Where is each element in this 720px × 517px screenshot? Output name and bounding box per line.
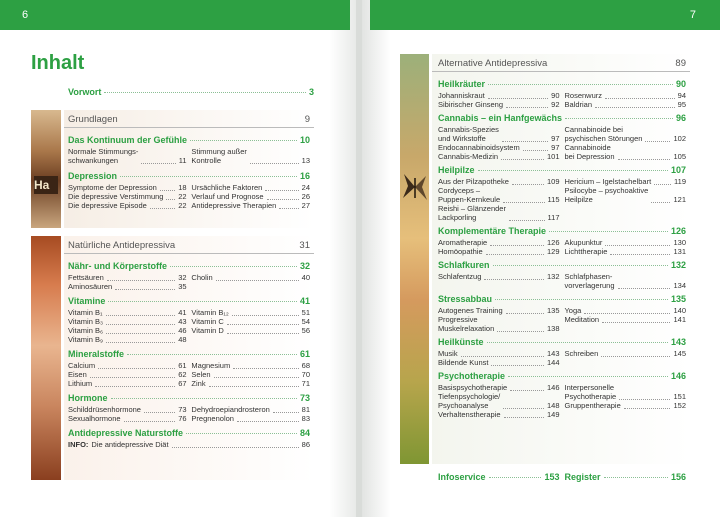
section-page: 31	[299, 240, 310, 251]
toc-entry[interactable]: Aromatherapie 126	[438, 238, 560, 247]
toc-entry[interactable]: Symptome der Depression 18	[68, 183, 187, 192]
butterfly-icon	[402, 170, 428, 204]
toc-info-entry[interactable]	[68, 440, 310, 449]
toc-infoservice[interactable]: Infoservice 153	[438, 472, 560, 482]
section-name: Alternative Antidepressiva	[438, 58, 548, 69]
toc-entry[interactable]: Bildende Kunst 144	[438, 358, 560, 367]
toc-entry[interactable]: Pregnenolon 83	[191, 414, 310, 423]
topic-page: 32	[299, 261, 310, 271]
toc-entry[interactable]: Vitamin D 56	[191, 326, 310, 335]
toc-entry[interactable]: Eisen 62	[68, 370, 187, 379]
toc-entry[interactable]: Vitamin C 54	[191, 317, 310, 326]
toc-entry[interactable]: Calcium 61	[68, 361, 187, 370]
toc-entry[interactable]: Yoga 140	[564, 306, 686, 315]
toc-section-alternative-antidepressiva	[432, 54, 690, 464]
photo-woman	[31, 236, 61, 480]
topic-title: Das Kontinuum der Gefühle	[68, 135, 188, 145]
toc-section-grundlagen	[64, 110, 314, 228]
right-page-number: 7	[689, 9, 696, 21]
toc-topic[interactable]	[68, 171, 310, 181]
toc-entry[interactable]: Vitamin B₁ 41	[68, 308, 187, 317]
right-header-bar	[370, 0, 720, 30]
info-title: Die antidepressive Diät	[91, 440, 169, 449]
toc-entry[interactable]: Vitamin B₉ 48	[68, 335, 187, 344]
right-page	[362, 0, 720, 517]
left-page	[0, 0, 358, 517]
topic-page: 10	[299, 135, 310, 145]
toc-entry[interactable]: Progressive Muskelrelaxation 138	[438, 315, 560, 333]
toc-entry[interactable]: Sibirischer Ginseng 92	[438, 100, 560, 109]
toc-entry[interactable]: Antidepressive Therapien 27	[191, 201, 310, 210]
toc-entry[interactable]: Cordyceps – Puppen-Kernkeule 115	[438, 186, 560, 204]
topic-title: Depression	[68, 171, 118, 181]
section-header	[64, 110, 314, 128]
toc-topic[interactable]: Komplementäre Therapie 126	[438, 226, 686, 236]
toc-entry[interactable]: Magnesium 68	[191, 361, 310, 370]
toc-entry[interactable]: Basispsychotherapie 146	[438, 383, 560, 392]
toc-entry[interactable]: Verhaltenstherapie 149	[438, 410, 560, 419]
toc-entry[interactable]: Vitamin B₆ 46	[68, 326, 187, 335]
topic-title: Mineralstoffe	[68, 349, 125, 359]
toc-topic[interactable]: Cannabis – ein Hanfgewächs 96	[438, 113, 686, 123]
toc-entry[interactable]: Die depressive Verstimmung 22	[68, 192, 187, 201]
toc-entry[interactable]: Cannabis-Spezies und Wirkstoffe 97	[438, 125, 560, 143]
toc-entry[interactable]: Hericium – Igelstachelbart 119	[564, 177, 686, 186]
toc-section-natuerliche-antidepressiva	[64, 236, 314, 480]
section-header	[432, 54, 690, 72]
toc-entry[interactable]: Cannabinoide bei psychischen Störungen 102	[564, 125, 686, 143]
info-label: INFO:	[68, 440, 89, 449]
topic-page: 73	[299, 393, 310, 403]
toc-topic[interactable]: Psychotherapie 146	[438, 371, 686, 381]
toc-entry[interactable]: Gruppentherapie 152	[564, 401, 686, 410]
toc-entry[interactable]: Vitamin B₁₂ 51	[191, 308, 310, 317]
toc-entry[interactable]: Vitamin B₃ 43	[68, 317, 187, 326]
topic-page: 84	[299, 428, 310, 438]
photo-hand-butterfly	[400, 54, 429, 464]
toc-entry[interactable]: Endocannabinoidsystem 97	[438, 143, 560, 152]
left-header-bar	[0, 0, 350, 30]
topic-page: 16	[299, 171, 310, 181]
toc-topic[interactable]: Heilkräuter 90	[438, 79, 686, 89]
toc-entry[interactable]: Johanniskraut 90	[438, 91, 560, 100]
toc-entry[interactable]: Aus der Pilzapotheke 109	[438, 177, 560, 186]
toc-topic[interactable]: Stressabbau 135	[438, 294, 686, 304]
toc-entry[interactable]: Fettsäuren 32	[68, 273, 187, 282]
toc-entry[interactable]: Die depressive Episode 22	[68, 201, 187, 210]
toc-topic[interactable]: Heilpilze 107	[438, 165, 686, 175]
toc-entry[interactable]: Lichttherapie 131	[564, 247, 686, 256]
toc-entry-page: 3	[308, 87, 314, 97]
toc-entry[interactable]: Musik 143	[438, 349, 560, 358]
toc-entry[interactable]: Lithium 67	[68, 379, 187, 388]
toc-entry-title: Vorwort	[68, 87, 102, 97]
toc-entry[interactable]: Rosenwurz 94	[564, 91, 686, 100]
section-header	[64, 236, 314, 254]
photo-sign	[31, 110, 61, 228]
topic-title: Nähr- und Körperstoffe	[68, 261, 167, 271]
toc-entry[interactable]: Schlafentzug 132	[438, 272, 560, 281]
toc-entry[interactable]: Cholin 40	[191, 273, 310, 282]
toc-entry[interactable]: Akupunktur 130	[564, 238, 686, 247]
toc-entry[interactable]: Selen 70	[191, 370, 310, 379]
toc-topic[interactable]	[68, 393, 310, 403]
info-page: 86	[301, 440, 310, 449]
section-page: 9	[304, 114, 310, 125]
sign-text-fragment: Ha	[34, 176, 58, 194]
toc-entry[interactable]: Ursächliche Faktoren 24	[191, 183, 310, 192]
toc-topic[interactable]: Heilkünste 143	[438, 337, 686, 347]
section-name: Grundlagen	[68, 114, 118, 125]
toc-entry[interactable]: Meditation 141	[564, 315, 686, 324]
toc-topic[interactable]	[68, 261, 310, 271]
toc-entry[interactable]: Interpersonelle Psychotherapie 151	[564, 383, 686, 401]
toc-topic[interactable]	[68, 296, 310, 306]
toc-entry[interactable]: Psilocybe – psychoaktive Heilpilze 121	[564, 186, 686, 204]
toc-entry[interactable]: Cannabinoide bei Depression 105	[564, 143, 686, 161]
topic-page: 61	[299, 349, 310, 359]
toc-register[interactable]: Register 156	[564, 472, 686, 482]
toc-entry[interactable]: Autogenes Training 135	[438, 306, 560, 315]
toc-entry[interactable]: Verlauf und Prognose 26	[191, 192, 310, 201]
topic-title: Hormone	[68, 393, 108, 403]
topic-page: 41	[299, 296, 310, 306]
toc-entry[interactable]: Tiefenpsychologie/ Psychoanalyse 148	[438, 392, 560, 410]
topic-title: Vitamine	[68, 296, 106, 306]
left-page-number: 6	[22, 9, 29, 21]
page-title: Inhalt	[31, 52, 85, 74]
toc-entry[interactable]: Schlafphasen- vorverlagerung 134	[564, 272, 686, 290]
toc-entry[interactable]: Stimmung außer Kontrolle 13	[191, 147, 310, 165]
section-page: 89	[675, 58, 686, 69]
toc-entry[interactable]: Zink 71	[191, 379, 310, 388]
toc-vorwort[interactable]	[68, 85, 314, 99]
toc-entry[interactable]: Aminosäuren 35	[68, 282, 187, 291]
toc-entry[interactable]: Baldrian 95	[564, 100, 686, 109]
toc-entry[interactable]: Normale Stimmungs- schwankungen 11	[68, 147, 187, 165]
toc-entry[interactable]: Schreiben 145	[564, 349, 686, 358]
toc-entry[interactable]: Cannabis-Medizin 101	[438, 152, 560, 161]
toc-topic[interactable]	[68, 428, 310, 438]
toc-footer	[438, 470, 686, 484]
toc-topic[interactable]	[68, 135, 310, 145]
toc-entry[interactable]: Reishi – Glänzender Lackporling 117	[438, 204, 560, 222]
toc-entry[interactable]: Homöopathie 129	[438, 247, 560, 256]
toc-topic[interactable]: Schlafkuren 132	[438, 260, 686, 270]
section-name: Natürliche Antidepressiva	[68, 240, 176, 251]
topic-title: Antidepressive Naturstoffe	[68, 428, 184, 438]
toc-topic[interactable]	[68, 349, 310, 359]
toc-entry[interactable]: Dehydroepiandrosteron 81	[191, 405, 310, 414]
toc-entry[interactable]: Sexualhormone 76	[68, 414, 187, 423]
toc-entry[interactable]: Schilddrüsenhormone 73	[68, 405, 187, 414]
